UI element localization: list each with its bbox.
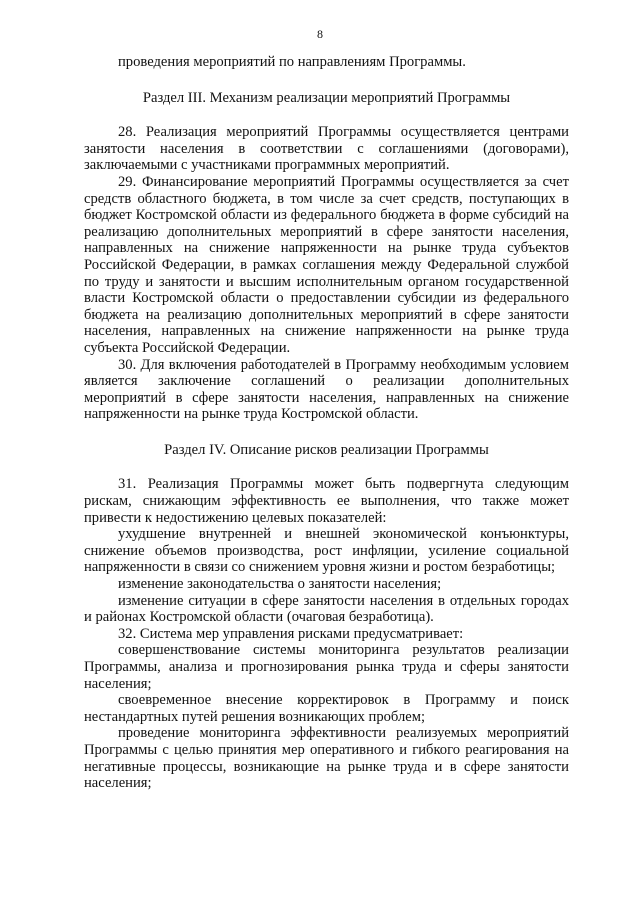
risk-item-economy: ухудшение внутренней и внешней экономической конъюнктуры, снижение объемов производства, рост инфляции, усиление социальной напряженности в связи со снижением уровня жизни и ростом безработицы; xyxy=(84,526,569,576)
page-body xyxy=(84,54,569,792)
paragraph-28: 28. Реализация мероприятий Программы осуществляется центрами занятости населения в соответствии с соглашениями (договорами), заключаемыми с участниками программных мероприятий. xyxy=(84,124,569,174)
paragraph-32: 32. Система мер управления рисками предусматривает: xyxy=(118,625,464,642)
page-number: 8 xyxy=(317,27,323,41)
measure-item-corrections: своевременное внесение корректировок в Программу и поиск нестандартных путей решения возникающих проблем; xyxy=(84,692,569,725)
paragraph-29: 29. Финансирование мероприятий Программы осуществляется за счет средств областного бюджета, в том числе за счет средств, поступающих в бюджет Костромской области из федерального бюджета в форме субсидий на реализацию дополнительных мероприятий в сфере занятости населения, направленных на снижение напряженности на рынке труда субъектов Российской Федерации, в рамках соглашения между Федеральной службой по труду и занятости и высшим исполнительным органом государственной власти Костромской области о предоставлении субсидии из федерального бюджета на реализацию дополнительных мероприятий в сфере занятости населения, направленных на снижение напряженности на рынке труда субъекта Российской Федерации. xyxy=(84,173,569,356)
section-3-title: Раздел III. Механизм реализации мероприятий Программы xyxy=(142,89,511,106)
continuation-line: проведения мероприятий по направлениям Программы. xyxy=(118,54,466,70)
measure-item-monitoring-system: совершенствование системы мониторинга результатов реализации Программы, анализа и прогнозирования рынка труда и сферы занятости населения; xyxy=(84,642,569,692)
paragraph-31: 31. Реализация Программы может быть подвергнута следующим рискам, снижающим эффективность ее выполнения, что также может привести к недостижению целевых показателей: xyxy=(84,476,569,526)
risk-item-legislation: изменение законодательства о занятости населения; xyxy=(118,576,442,593)
section-4-title: Раздел IV. Описание рисков реализации Программы xyxy=(164,441,489,458)
risk-item-local-unemployment: изменение ситуации в сфере занятости населения в отдельных городах и районах Костромской области (очаговая безработица). xyxy=(84,592,569,626)
measure-item-efficiency-monitoring: проведение мониторинга эффективности реализуемых мероприятий Программы с целью принятия мер оперативного и гибкого реагирования на негативные процессы, возникающие на рынке труда и в сфере занятости населения; xyxy=(84,725,569,792)
paragraph-30: 30. Для включения работодателей в Программу необходимым условием является заключение соглашений о реализации дополнительных мероприятий в сфере занятости населения, направленных на снижение напряженности на рынке труда Костромской области. xyxy=(84,356,569,423)
